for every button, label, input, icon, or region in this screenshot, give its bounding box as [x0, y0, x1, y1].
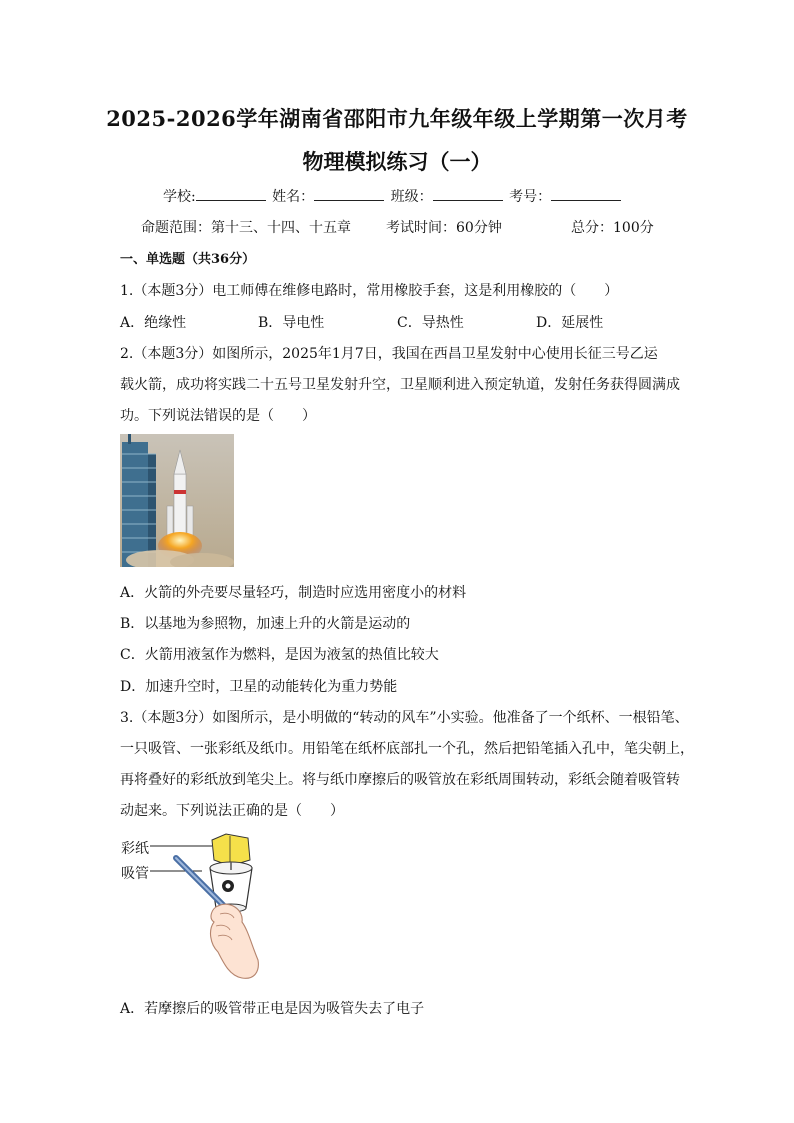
question-1-option-d[interactable]: D．延展性: [536, 315, 604, 331]
exam-total: 总分：100分: [571, 220, 654, 236]
exam-number-blank[interactable]: [551, 186, 621, 201]
figure-label-straw: 吸管: [121, 866, 149, 882]
figure-label-colored-paper: 彩纸: [121, 841, 149, 857]
exam-number-label: 考号：: [509, 189, 552, 205]
name-blank[interactable]: [314, 186, 384, 201]
rocket-launch-image: [120, 434, 234, 567]
question-3-stem-line: 动起来。下列说法正确的是（ ）: [120, 803, 344, 819]
question-1-option-c[interactable]: C．导热性: [397, 315, 464, 331]
question-2-option-c[interactable]: C．火箭用液氢作为燃料，是因为液氢的热值比较大: [120, 647, 439, 663]
class-label: 班级：: [390, 189, 433, 205]
question-3-stem-line: 3.（本题3分）如图所示，是小明做的“转动的风车”小实验。他准备了一个纸杯、一根铅笔、: [120, 710, 689, 726]
question-1-option-b[interactable]: B．导电性: [258, 315, 325, 331]
question-2-stem-line: 功。下列说法错误的是（ ）: [120, 408, 316, 424]
exam-subtitle: 物理模拟练习（一）: [302, 149, 492, 174]
question-2-option-a[interactable]: A．火箭的外壳要尽量轻巧，制造时应选用密度小的材料: [120, 585, 467, 601]
school-blank[interactable]: [196, 186, 266, 201]
question-2-stem-line: 2.（本题3分）如图所示，2025年1月7日，我国在西昌卫星发射中心使用长征三号乙运: [120, 346, 658, 362]
student-info-row: [163, 186, 623, 206]
question-1-stem: 1.（本题3分）电工师傅在维修电路时，常用橡胶手套，这是利用橡胶的（ ）: [120, 283, 619, 299]
section-heading: 一、单选题（共36分）: [120, 252, 256, 267]
exam-time: 考试时间：60分钟: [386, 220, 502, 236]
pinwheel-experiment-figure: [118, 826, 268, 984]
exam-scope: 命题范围：第十三、十四、十五章: [141, 220, 351, 236]
question-3-stem-line: 再将叠好的彩纸放到笔尖上。将与纸巾摩擦后的吸管放在彩纸周围转动，彩纸会随着吸管转: [120, 772, 680, 788]
question-2-stem-line: 载火箭，成功将实践二十五号卫星发射升空，卫星顺利进入预定轨道，发射任务获得圆满成: [120, 377, 680, 393]
exam-title: 2025-2026学年湖南省邵阳市九年级年级上学期第一次月考: [106, 106, 688, 131]
name-label: 姓名：: [272, 189, 315, 205]
question-3-option-a[interactable]: A．若摩擦后的吸管带正电是因为吸管失去了电子: [120, 1001, 425, 1017]
question-3-stem-line: 一只吸管、一张彩纸及纸巾。用铅笔在纸杯底部扎一个孔，然后把铅笔插入孔中，笔尖朝上，: [120, 741, 694, 757]
class-blank[interactable]: [433, 186, 503, 201]
question-2-option-d[interactable]: D．加速升空时，卫星的动能转化为重力势能: [120, 679, 398, 695]
school-label: 学校:: [163, 189, 196, 205]
question-2-option-b[interactable]: B．以基地为参照物，加速上升的火箭是运动的: [120, 616, 411, 632]
question-1-option-a[interactable]: A．绝缘性: [120, 315, 187, 331]
